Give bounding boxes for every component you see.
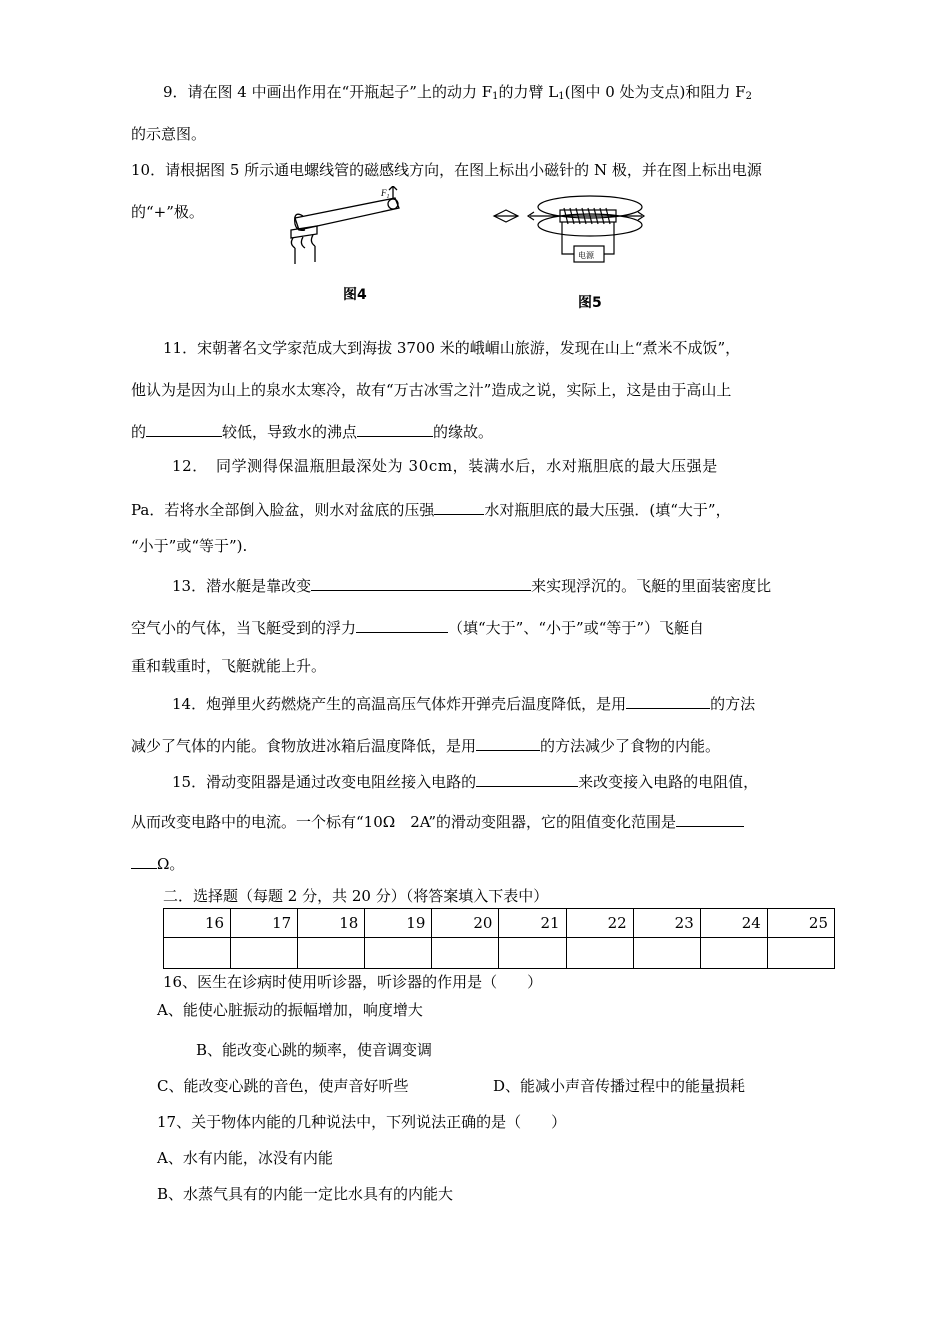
answer-blank[interactable] [676,810,744,827]
answer-number: 23 [633,909,700,938]
q14-line2: 减少了气体的内能。食物放进冰箱后温度降低，是用 的方法减少了食物的内能。 [131,734,720,756]
q15-line3: Ω。 [131,852,184,874]
answer-number: 21 [499,909,566,938]
answer-number: 18 [298,909,365,938]
q17-option-b: B、水蒸气具有的内能一定比水具有的内能大 [157,1185,454,1203]
figure-4-caption: 图4 [343,287,367,303]
q16-option-d: D、能减小声音传播过程中的能量损耗 [493,1077,746,1095]
q12-line2: Pa．若将水全部倒入脸盆，则水对盆底的压强 水对瓶胆底的最大压强．(填“大于”， [131,498,731,520]
answer-blank[interactable] [626,692,710,709]
answer-table [163,908,835,969]
q14-line1: 14．炮弹里火药燃烧产生的高温高压气体炸开弹壳后温度降低，是用 的方法 [172,692,755,714]
q12-line1: 12． 同学测得保温瓶胆最深处为 30cm，装满水后，水对瓶胆底的最大压强是 [172,457,718,475]
fig5-power-label: 电源 [578,251,594,260]
q9-line1: 9．请在图 4 中画出作用在“开瓶起子”上的动力 $F_1$的力臂 $L_1$(图中 0 处为支点)和阻力 $F_2$ [163,83,752,102]
q17-option-a: A、水有内能，冰没有内能 [157,1149,333,1167]
q13-line3: 重和载重时，飞艇就能上升。 [131,657,327,675]
q17-stem: 17、关于物体内能的几种说法中，下列说法正确的是（ ） [157,1113,567,1131]
q15-line1: 15．滑动变阻器是通过改变电阻丝接入电路的 来改变接入电路的电阻值， [172,770,758,792]
q16-option-b: B、能改变心跳的频率，使音调变调 [196,1041,433,1059]
section-2-heading: 二．选择题（每题 2 分，共 20 分）（将答案填入下表中） [163,887,549,905]
answer-blank[interactable] [356,616,448,633]
answer-cell[interactable] [700,938,767,969]
answer-cell[interactable] [432,938,499,969]
answer-number: 25 [767,909,834,938]
q9-line2: 的示意图。 [131,125,207,143]
answer-blank[interactable] [131,852,157,869]
answer-cell[interactable] [566,938,633,969]
fig4-force-label: $F_1$ [381,188,390,200]
q13-line2: 空气小的气体，当飞艇受到的浮力 （填“大于”、“小于”或“等于”）飞艇自 [131,616,704,638]
q16-stem: 16、医生在诊病时使用听诊器，听诊器的作用是（ ） [163,973,543,991]
answer-blank[interactable] [146,420,222,437]
q11-line3: 的 较低，导致水的沸点 的缘故。 [131,420,493,442]
answer-blank[interactable] [357,420,433,437]
answer-blank[interactable] [476,770,578,787]
answer-cell[interactable] [231,938,298,969]
q11-line2: 他认为是因为山上的泉水太寒冷，故有“万古冰雪之汁”造成之说，实际上，这是由于高山上 [131,381,732,399]
q12-line3: “小于”或“等于”). [131,537,248,555]
q16-option-a: A、能使心脏振动的振幅增加，响度增大 [157,1001,423,1019]
q10-line2: 的“+”极。 [131,203,204,221]
q10-line1: 10．请根据图 5 所示通电螺线管的磁感线方向，在图上标出小磁针的 N 极，并在图上标出电源 [131,161,762,179]
q15-line2: 从而改变电路中的电流。一个标有“10Ω 2A”的滑动变阻器，它的阻值变化范围是 [131,810,744,832]
answer-blank[interactable] [476,734,540,751]
answer-cell[interactable] [164,938,231,969]
answer-number: 24 [700,909,767,938]
q11-line1: 11．宋朝著名文学家范成大到海拔 3700 米的峨嵋山旅游，发现在山上“煮米不成饭”， [163,339,741,357]
q13-line1: 13．潜水艇是靠改变 来实现浮沉的。飞艇的里面装密度比 [172,574,771,596]
answer-table-number-row [164,909,835,938]
answer-cell[interactable] [767,938,834,969]
answer-number: 16 [164,909,231,938]
answer-blank[interactable] [434,498,484,515]
answer-cell[interactable] [633,938,700,969]
q16-option-c: C、能改变心跳的音色，使声音好听些 [157,1077,409,1095]
answer-number: 19 [365,909,432,938]
figure-5-solenoid [490,190,650,268]
answer-cell[interactable] [499,938,566,969]
answer-table-answer-row [164,938,835,969]
answer-number: 22 [566,909,633,938]
answer-number: 20 [432,909,499,938]
figure-5-caption: 图5 [578,295,602,311]
answer-blank[interactable] [311,574,531,591]
answer-cell[interactable] [365,938,432,969]
answer-cell[interactable] [298,938,365,969]
figure-4-bottle-opener [285,186,415,270]
answer-number: 17 [231,909,298,938]
